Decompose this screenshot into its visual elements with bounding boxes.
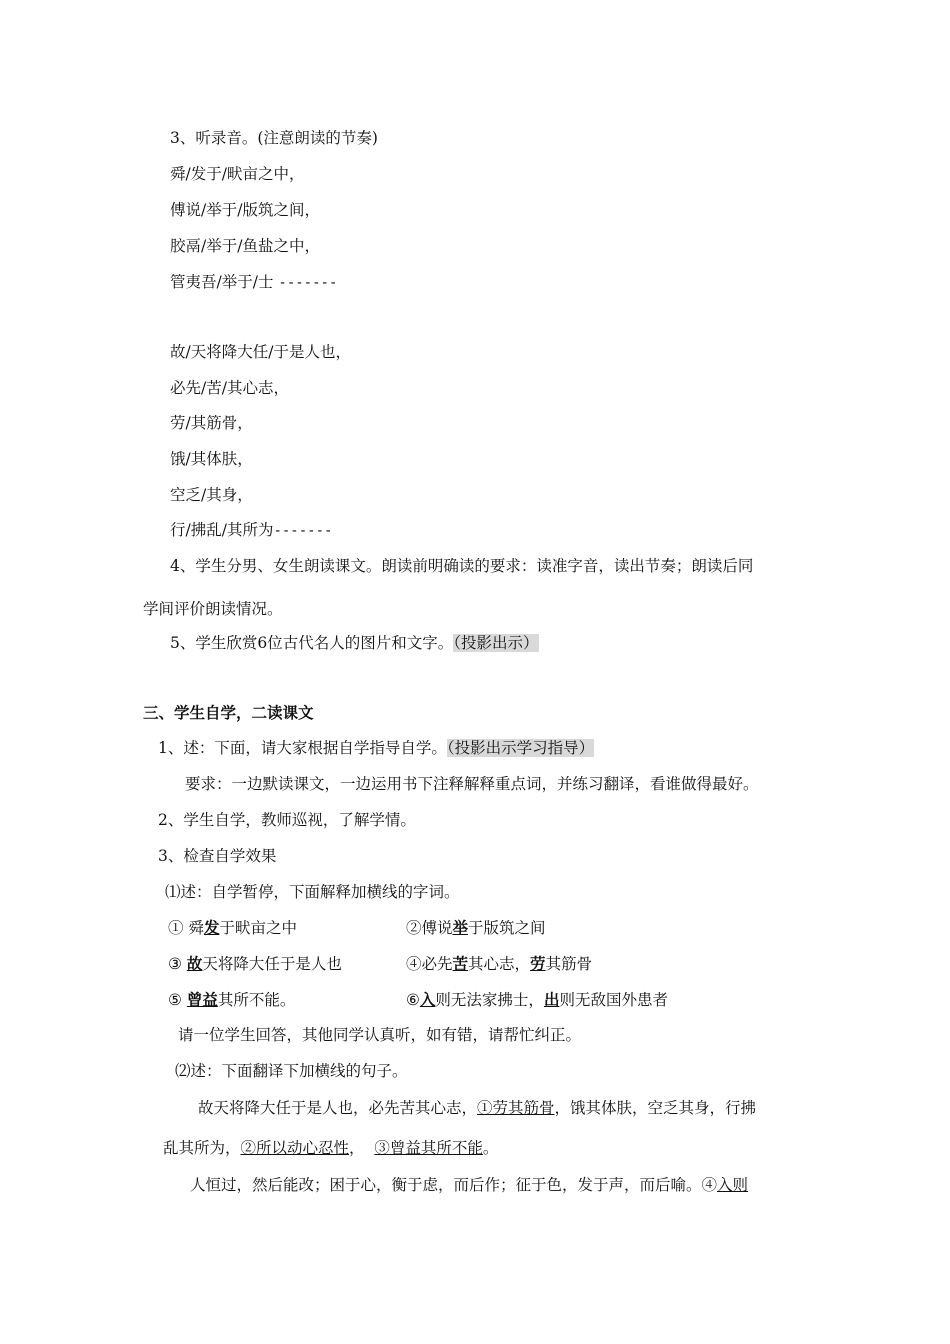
word-item-6-mid: 则无法家拂士， [435, 991, 544, 1009]
word-item-1-prefix: ① 舜 [168, 919, 204, 937]
word-item-6-prefix: ⑥ [406, 991, 420, 1009]
word-item-5 [168, 990, 295, 1010]
rhythm-line-4-dashes: ------- [278, 275, 338, 291]
reading-item-line-1: 4、学生分男、女生朗读课文。朗读前明确读的要求：读准字音，读出节奏；朗读后同 [170, 557, 754, 575]
word-item-4-rest: 其筋骨 [545, 955, 593, 973]
word-item-5-key: 曾益 [186, 990, 218, 1009]
passage-sentence-3: ③曾益其所不能 [374, 1139, 483, 1157]
word-item-6-rest: 则无敌国外患者 [559, 991, 668, 1009]
passage-line-2-text: 乱其所为， [163, 1139, 241, 1157]
word-item-1-key: 发 [203, 918, 220, 937]
rhythm-line-10 [170, 520, 332, 541]
word-item-6 [406, 990, 668, 1010]
passage-line-1 [198, 1098, 756, 1118]
passage-line-2-comma: ， [349, 1139, 365, 1157]
rhythm-line-4-text: 管夷吾/举于/士 [170, 273, 274, 291]
word-item-4-key-2: 劳 [530, 954, 546, 973]
word-item-2-rest: 于版筑之间 [468, 919, 546, 937]
appreciate-item [170, 633, 539, 653]
section-heading: 三、学生自学，二读课文 [143, 704, 314, 722]
word-item-6-key-2: 出 [543, 990, 560, 1009]
rhythm-line-10-dashes: ------- [273, 523, 333, 539]
reading-item-line-2: 学间评价朗读情况。 [143, 600, 283, 618]
rhythm-line-10-text: 行/拂乱/其所为 [170, 521, 274, 539]
passage-line-1-rest: ，饿其体肤，空乏其身，行拂 [554, 1099, 757, 1117]
word-item-5-prefix: ⑤ [168, 991, 187, 1009]
listen-heading: 3、听录音。(注意朗读的节奏) [170, 129, 378, 147]
study-guide-note: （投影出示学习指导） [446, 739, 595, 757]
rhythm-line-5: 故/天将降大任/于是人也， [170, 343, 351, 361]
passage-sentence-2: ②所以动心忍性 [240, 1139, 350, 1157]
word-item-4-prefix: ④必先 [406, 955, 453, 973]
rhythm-line-2: 傅说/举于/版筑之间， [170, 201, 320, 219]
word-item-3 [168, 954, 342, 974]
word-item-2 [406, 918, 546, 938]
appreciate-text: 5、学生欣赏6位古代名人的图片和文字。 [170, 634, 454, 652]
word-item-6-key-1: 入 [419, 990, 436, 1009]
word-item-2-prefix: ②傅说 [406, 919, 453, 937]
answer-request: 请一位学生回答，其他同学认真听，如有错，请帮忙纠正。 [178, 1026, 582, 1044]
word-item-3-prefix: ③ [168, 955, 187, 973]
passage-sentence-4: 入则 [717, 1176, 749, 1194]
rhythm-line-4 [170, 272, 337, 293]
passage-line-2-end: 。 [482, 1139, 499, 1157]
explain-words-prompt: ⑴述：自学暂停，下面解释加横线的字词。 [165, 883, 460, 901]
requirement-text: 要求：一边默读课文，一边运用书下注释解释重点词，并练习翻译，看谁做得最好。 [185, 775, 759, 793]
self-study-text: 1、述：下面，请大家根据自学指导自学。 [158, 739, 447, 757]
word-item-4-mid: 其心志， [468, 955, 531, 973]
word-item-3-key: 故 [186, 954, 203, 973]
passage-line-2 [163, 1138, 498, 1158]
rhythm-line-6: 必先/苦/其心志， [170, 379, 289, 397]
passage-sentence-1: ①劳其筋骨 [477, 1099, 555, 1117]
rhythm-line-3: 胶鬲/举于/鱼盐之中， [170, 237, 320, 255]
passage-line-3-text: 人恒过，然后能改；困于心，衡于虑，而后作；征于色，发于声，而后喻。④ [190, 1176, 718, 1194]
word-item-2-key: 举 [452, 918, 469, 937]
self-study-item [158, 738, 594, 758]
check-item: 3、检查自学效果 [158, 847, 277, 865]
rhythm-line-9: 空乏/其身， [170, 486, 253, 504]
word-item-5-rest: 其所不能。 [217, 991, 296, 1009]
projection-note: （投影出示） [453, 634, 539, 652]
word-item-1 [168, 918, 297, 938]
passage-line-1-text: 故天将降大任于是人也，必先苦其心志， [198, 1099, 478, 1117]
rhythm-line-1: 舜/发于/畎亩之中， [170, 165, 305, 183]
translate-prompt: ⑵述：下面翻译下加横线的句子。 [175, 1062, 408, 1080]
rhythm-line-7: 劳/其筋骨， [170, 414, 253, 432]
passage-line-3 [190, 1175, 748, 1195]
word-item-3-rest: 天将降大任于是人也 [202, 955, 342, 973]
patrol-item: 2、学生自学，教师巡视，了解学情。 [158, 811, 416, 829]
rhythm-line-8: 饿/其体肤， [170, 450, 253, 468]
word-item-4-key-1: 苦 [452, 954, 469, 973]
word-item-1-rest: 于畎亩之中 [219, 919, 297, 937]
word-item-4 [406, 954, 592, 974]
